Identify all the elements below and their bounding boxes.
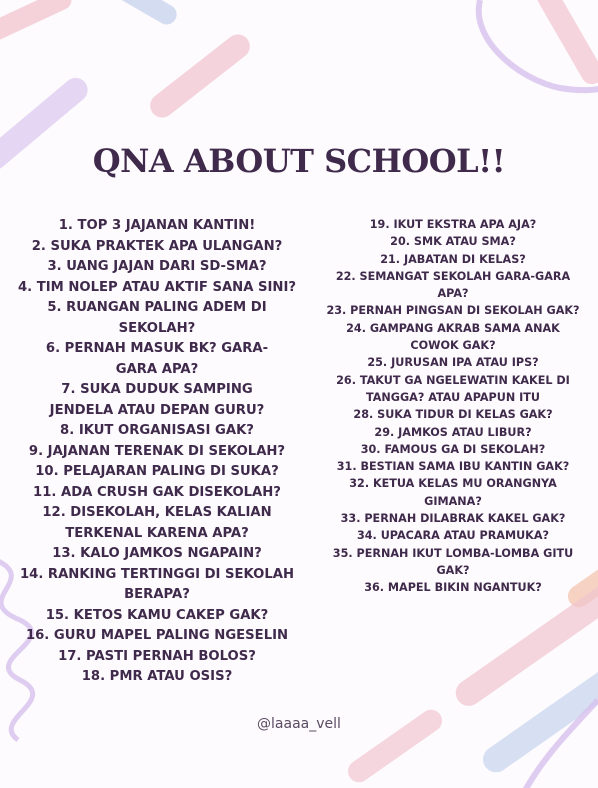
question-item: 19. IKUT EKSTRA APA AJA?: [369, 218, 537, 231]
question-item: 18. PMR ATAU OSIS?: [81, 669, 233, 684]
question-item: 15. KETOS KAMU CAKEP GAK?: [45, 607, 269, 623]
brush-stroke: [145, 30, 254, 123]
brush-stroke: [110, 0, 181, 28]
question-item: 9. JAJANAN TERENAK DI SEKOLAH?: [28, 443, 286, 459]
question-item: 28. SUKA TIDUR DI KELAS GAK?: [353, 408, 553, 422]
question-item: 3. UANG JAJAN DARI SD-SMA?: [47, 259, 267, 274]
question-item: 16. GURU MAPEL PALING NGESELIN: [25, 628, 289, 643]
question-item: 12. DISEKOLAH, KELAS KALIAN TERKENAL KARENA APA?: [42, 505, 272, 541]
question-item: 17. PASTI PERNAH BOLOS?: [58, 648, 256, 664]
question-item: 20. SMK ATAU SMA?: [390, 235, 516, 249]
page-title: QNA ABOUT SCHOOL!!: [92, 142, 506, 180]
question-item: 11. ADA CRUSH GAK DISEKOLAH?: [33, 484, 281, 500]
question-item: 35. PERNAH IKUT LOMBA-LOMBA GITU GAK?: [332, 546, 574, 577]
question-item: 29. JAMKOS ATAU LIBUR?: [374, 425, 532, 439]
question-item: 24. GAMPANG AKRAB SAMA ANAK COWOK GAK?: [346, 321, 560, 353]
author-handle: @laaaa_vell: [257, 716, 341, 732]
question-item: 23. PERNAH PINGSAN DI SEKOLAH GAK?: [326, 304, 580, 318]
question-item: 1. TOP 3 JAJANAN KANTIN!: [58, 218, 256, 233]
question-item: 2. SUKA PRAKTEK APA ULANGAN?: [31, 238, 283, 254]
question-item: 36. MAPEL BIKIN NGANTUK?: [364, 581, 542, 595]
question-item: 26. TAKUT GA NGELEWATIN KAKEL DI TANGGA? ATAU APAPUN ITU: [336, 373, 570, 404]
question-item: 8. IKUT ORGANISASI GAK?: [60, 423, 254, 438]
question-item: 7. SUKA DUDUK SAMPING JENDELA ATAU DEPAN GURU?: [49, 382, 265, 418]
question-item: 33. PERNAH DILABRAK KAKEL GAK?: [340, 512, 566, 526]
question-item: 6. PERNAH MASUK BK? GARA-GARA APA?: [45, 341, 269, 377]
question-item: 13. KALO JAMKOS NGAPAIN?: [52, 546, 262, 561]
question-item: 21. JABATAN DI KELAS?: [380, 252, 526, 266]
question-item: 32. KETUA KELAS MU ORANGNYA GIMANA?: [349, 477, 557, 508]
question-item: 34. UPACARA ATAU PRAMUKA?: [356, 529, 549, 543]
question-item: 4. TIM NOLEP ATAU AKTIF SANA SINI?: [17, 279, 297, 295]
question-item: 25. JURUSAN IPA ATAU IPS?: [367, 356, 539, 370]
question-item: 10. PELAJARAN PALING DI SUKA?: [35, 464, 279, 479]
question-item: 31. BESTIAN SAMA IBU KANTIN GAK?: [336, 460, 570, 474]
question-list-right: [318, 216, 588, 597]
question-item: 22. SEMANGAT SEKOLAH GARA-GARA APA?: [335, 269, 571, 301]
question-item: 14. RANKING TERTINGGI DI SEKOLAH BERAPA?: [19, 566, 294, 602]
question-list-left: [10, 216, 304, 688]
question-item: 30. FAMOUS GA DI SEKOLAH?: [360, 442, 546, 456]
question-item: 5. RUANGAN PALING ADEM DI SEKOLAH?: [47, 300, 267, 336]
brush-stroke: [0, 0, 75, 45]
brush-stroke: [533, 0, 598, 88]
